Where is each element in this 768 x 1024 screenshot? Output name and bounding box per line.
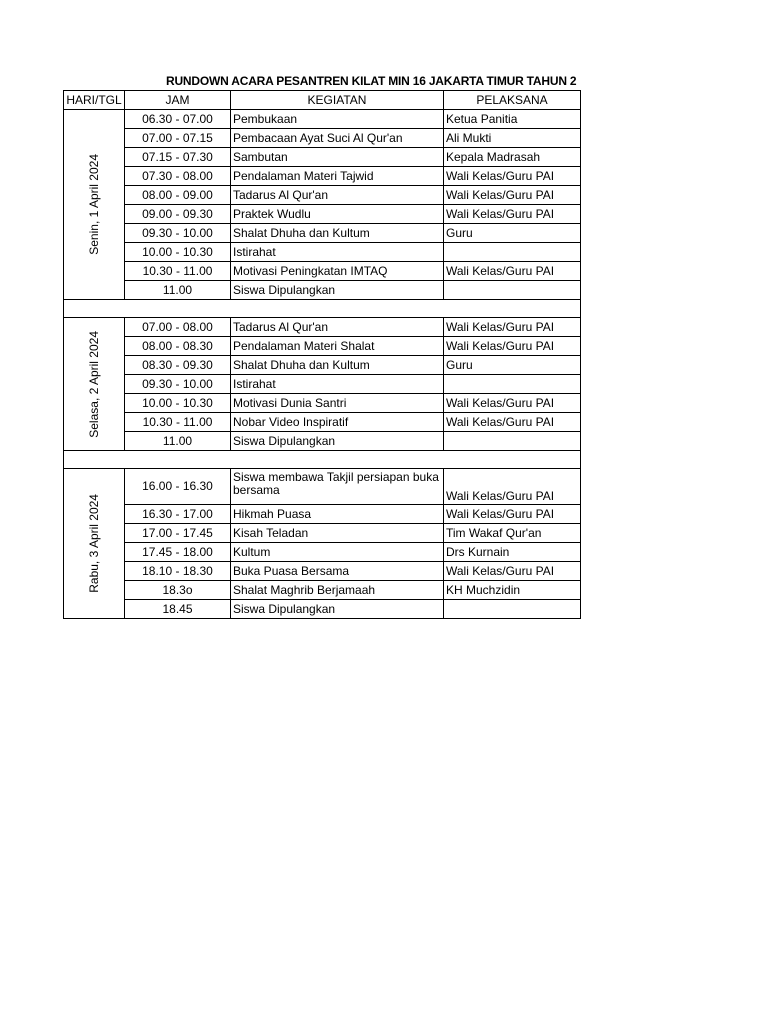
time-cell: 18.10 - 18.30 <box>125 562 231 581</box>
time-cell: 08.00 - 08.30 <box>125 337 231 356</box>
time-cell: 07.30 - 08.00 <box>125 167 231 186</box>
time-cell: 16.30 - 17.00 <box>125 505 231 524</box>
activity-cell: Siswa Dipulangkan <box>231 281 444 300</box>
time-cell: 08.30 - 09.30 <box>125 356 231 375</box>
table-row <box>64 186 581 205</box>
time-cell: 09.30 - 10.00 <box>125 224 231 243</box>
separator-cell <box>64 451 581 469</box>
day-label: Rabu, 3 April 2024 <box>87 494 101 593</box>
time-cell: 16.00 - 16.30 <box>125 469 231 505</box>
table-header-row <box>64 91 581 110</box>
header-executor: PELAKSANA <box>444 91 581 110</box>
activity-cell: Motivasi Peningkatan IMTAQ <box>231 262 444 281</box>
time-cell: 07.00 - 07.15 <box>125 129 231 148</box>
day-cell <box>64 469 125 619</box>
executor-cell: Wali Kelas/Guru PAI <box>444 562 581 581</box>
executor-cell: Ali Mukti <box>444 129 581 148</box>
activity-cell: Praktek Wudlu <box>231 205 444 224</box>
day-label: Selasa, 2 April 2024 <box>87 330 101 438</box>
activity-cell: Kisah Teladan <box>231 524 444 543</box>
table-row <box>64 243 581 262</box>
executor-cell: Wali Kelas/Guru PAI <box>444 505 581 524</box>
table-row <box>64 281 581 300</box>
document-title: RUNDOWN ACARA PESANTREN KILAT MIN 16 JAKARTA TIMUR TAHUN 2 <box>166 74 577 88</box>
executor-cell: Wali Kelas/Guru PAI <box>444 186 581 205</box>
rundown-table <box>63 90 581 619</box>
time-cell: 09.30 - 10.00 <box>125 375 231 394</box>
table-row <box>64 469 581 505</box>
executor-cell: KH Muchzidin <box>444 581 581 600</box>
executor-cell: Wali Kelas/Guru PAI <box>444 469 581 505</box>
activity-cell: Siswa Dipulangkan <box>231 432 444 451</box>
executor-cell: Guru <box>444 224 581 243</box>
day-separator-row <box>64 300 581 318</box>
activity-cell: Kultum <box>231 543 444 562</box>
table-row <box>64 205 581 224</box>
table-row <box>64 318 581 337</box>
time-cell: 08.00 - 09.00 <box>125 186 231 205</box>
table-row <box>64 262 581 281</box>
header-day: HARI/TGL <box>64 91 125 110</box>
separator-cell <box>64 300 581 318</box>
executor-cell: Wali Kelas/Guru PAI <box>444 337 581 356</box>
table-row <box>64 505 581 524</box>
table-row <box>64 224 581 243</box>
time-cell: 18.45 <box>125 600 231 619</box>
time-cell: 10.00 - 10.30 <box>125 394 231 413</box>
time-cell: 10.00 - 10.30 <box>125 243 231 262</box>
activity-cell: Hikmah Puasa <box>231 505 444 524</box>
header-activity: KEGIATAN <box>231 91 444 110</box>
activity-cell: Istirahat <box>231 375 444 394</box>
time-cell: 11.00 <box>125 281 231 300</box>
activity-cell: Tadarus Al Qur'an <box>231 318 444 337</box>
executor-cell: Wali Kelas/Guru PAI <box>444 262 581 281</box>
table-row <box>64 148 581 167</box>
executor-cell: Wali Kelas/Guru PAI <box>444 413 581 432</box>
table-row <box>64 413 581 432</box>
executor-cell: Ketua Panitia <box>444 110 581 129</box>
activity-cell: Istirahat <box>231 243 444 262</box>
activity-cell: Shalat Dhuha dan Kultum <box>231 224 444 243</box>
time-cell: 17.45 - 18.00 <box>125 543 231 562</box>
activity-cell: Pendalaman Materi Shalat <box>231 337 444 356</box>
executor-cell <box>444 243 581 262</box>
executor-cell: Guru <box>444 356 581 375</box>
executor-cell: Drs Kurnain <box>444 543 581 562</box>
time-cell: 09.00 - 09.30 <box>125 205 231 224</box>
activity-cell: Pendalaman Materi Tajwid <box>231 167 444 186</box>
table-row <box>64 524 581 543</box>
table-row <box>64 581 581 600</box>
table-row <box>64 110 581 129</box>
activity-cell: Motivasi Dunia Santri <box>231 394 444 413</box>
activity-cell: Shalat Dhuha dan Kultum <box>231 356 444 375</box>
executor-cell: Wali Kelas/Guru PAI <box>444 318 581 337</box>
executor-cell: Kepala Madrasah <box>444 148 581 167</box>
time-cell: 11.00 <box>125 432 231 451</box>
header-time: JAM <box>125 91 231 110</box>
time-cell: 07.15 - 07.30 <box>125 148 231 167</box>
time-cell: 10.30 - 11.00 <box>125 413 231 432</box>
time-cell: 07.00 - 08.00 <box>125 318 231 337</box>
table-row <box>64 337 581 356</box>
executor-cell: Tim Wakaf Qur'an <box>444 524 581 543</box>
table-row <box>64 129 581 148</box>
activity-cell: Tadarus Al Qur'an <box>231 186 444 205</box>
activity-cell: Pembacaan Ayat Suci Al Qur'an <box>231 129 444 148</box>
table-row <box>64 543 581 562</box>
activity-cell: Siswa Dipulangkan <box>231 600 444 619</box>
activity-cell: Shalat Maghrib Berjamaah <box>231 581 444 600</box>
activity-cell: Nobar Video Inspiratif <box>231 413 444 432</box>
time-cell: 17.00 - 17.45 <box>125 524 231 543</box>
table-row <box>64 356 581 375</box>
rundown-table-wrapper <box>63 90 580 619</box>
activity-cell: Sambutan <box>231 148 444 167</box>
executor-cell <box>444 375 581 394</box>
table-row <box>64 375 581 394</box>
day-cell <box>64 318 125 451</box>
table-row <box>64 562 581 581</box>
day-cell <box>64 110 125 300</box>
table-row <box>64 394 581 413</box>
executor-cell: Wali Kelas/Guru PAI <box>444 205 581 224</box>
table-row <box>64 432 581 451</box>
time-cell: 18.3o <box>125 581 231 600</box>
time-cell: 10.30 - 11.00 <box>125 262 231 281</box>
executor-cell: Wali Kelas/Guru PAI <box>444 167 581 186</box>
table-row <box>64 600 581 619</box>
executor-cell: Wali Kelas/Guru PAI <box>444 394 581 413</box>
day-separator-row <box>64 451 581 469</box>
activity-cell: Buka Puasa Bersama <box>231 562 444 581</box>
activity-cell: Pembukaan <box>231 110 444 129</box>
table-row <box>64 167 581 186</box>
day-label: Senin, 1 April 2024 <box>87 154 101 255</box>
executor-cell <box>444 281 581 300</box>
time-cell: 06.30 - 07.00 <box>125 110 231 129</box>
executor-cell <box>444 432 581 451</box>
activity-cell: Siswa membawa Takjil persiapan buka bersama <box>231 469 444 505</box>
executor-cell <box>444 600 581 619</box>
